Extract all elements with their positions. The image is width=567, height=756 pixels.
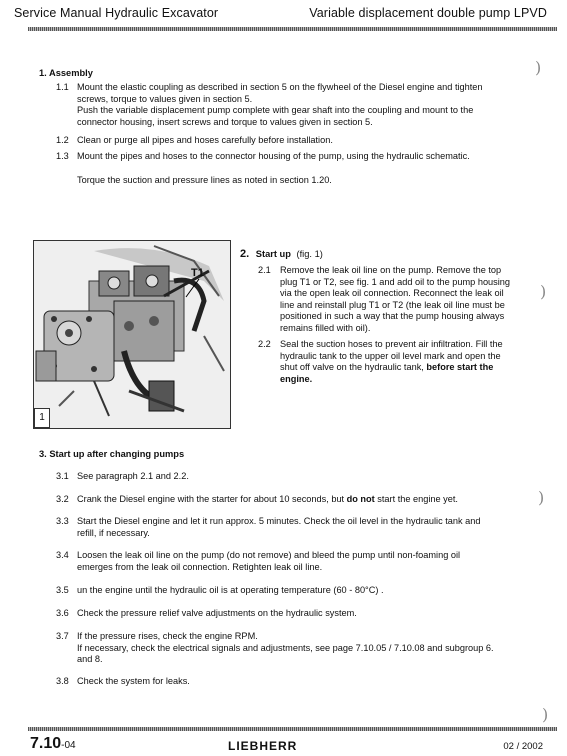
item-3-2-text: Crank the Diesel engine with the starter for about 10 seconds, but do not start the engine yet.	[77, 494, 458, 504]
item-2-1-number: 2.1	[258, 265, 271, 275]
header-right-title: Variable displacement double pump LPVD	[309, 6, 547, 20]
section-1-title: 1. Assembly	[39, 68, 93, 78]
item-3-3-number: 3.3	[56, 516, 69, 526]
margin-bracket-icon: )	[538, 488, 545, 507]
figure-1-pump-photo	[33, 240, 231, 429]
item-3-4-number: 3.4	[56, 550, 69, 560]
item-1-1-text: Mount the elastic coupling as described in section 5 on the flywheel of the Diesel engine and tighten screws, torque to values given in section 5. Push the variable displacement pump complete with gear shaft into the coupling and mount to the connector housing, insert screws and torque to values given in section 5.	[77, 82, 483, 127]
margin-bracket-icon: )	[535, 58, 542, 77]
section-3-title: 3. Start up after changing pumps	[39, 449, 185, 459]
section-1-note: Torque the suction and pressure lines as noted in section 1.20.	[77, 175, 332, 185]
margin-bracket-icon: )	[542, 705, 549, 724]
item-1-1-number: 1.1	[56, 82, 69, 92]
item-3-5-text: un the engine until the hydraulic oil is at operating temperature (60 - 80°C) .	[77, 585, 384, 595]
figure-callout-t1: T1	[191, 267, 204, 279]
footer-rule	[28, 727, 557, 731]
item-3-7-number: 3.7	[56, 631, 69, 641]
figure-number-label: 1	[34, 408, 50, 428]
item-3-6-number: 3.6	[56, 608, 69, 618]
item-3-2-number: 3.2	[56, 494, 69, 504]
margin-bracket-icon: )	[540, 282, 547, 301]
footer-date: 02 / 2002	[503, 741, 543, 752]
item-3-5-number: 3.5	[56, 585, 69, 595]
item-3-8-text: Check the system for leaks.	[77, 676, 190, 686]
item-3-8-number: 3.8	[56, 676, 69, 686]
item-2-1-text: Remove the leak oil line on the pump. Remove the top plug T1 or T2, see fig. 1 and add oil to the pump housing via the open leak oil connection. Reconnect the leak oil line and reinstall plug T1 or T2 (the leak oil line must be positioned in such a way that the pump housing always remains filled with oil).	[280, 265, 511, 333]
header-left-title: Service Manual Hydraulic Excavator	[14, 6, 219, 20]
item-1-3-text: Mount the pipes and hoses to the connector housing of the pump, using the hydraulic schematic.	[77, 151, 470, 161]
item-3-1-text: See paragraph 2.1 and 2.2.	[77, 471, 189, 481]
section-2-title: 2. Start up (fig. 1)	[240, 248, 323, 260]
item-3-4-text: Loosen the leak oil line on the pump (do not remove) and bleed the pump until non-foaming oil emerges from the leak oil connection. Retighten leak oil line.	[77, 550, 461, 572]
header-rule	[28, 27, 557, 31]
item-2-2-text: Seal the suction hoses to prevent air infiltration. Fill the hydraulic tank to the upper oil level mark and open the shut off valve on the hydraulic tank, before start the engine.	[280, 339, 503, 384]
item-2-2-number: 2.2	[258, 339, 271, 349]
item-1-3-number: 1.3	[56, 151, 69, 161]
item-3-3-text: Start the Diesel engine and let it run approx. 5 minutes. Check the oil level in the hydraulic tank and refill, if necessary.	[77, 516, 481, 538]
page-number: 7.10-04	[30, 735, 76, 752]
item-3-1-number: 3.1	[56, 471, 69, 481]
item-3-6-text: Check the pressure relief valve adjustments on the hydraulic system.	[77, 608, 357, 618]
item-3-7-text: If the pressure rises, check the engine RPM. If necessary, check the electrical signals and adjustments, see page 7.10.05 / 7.10.08 and subgroup 6. and 8.	[77, 631, 494, 664]
item-1-2-number: 1.2	[56, 135, 69, 145]
item-1-2-text: Clean or purge all pipes and hoses carefully before installation.	[77, 135, 333, 145]
liebherr-logo: LIEBHERR	[228, 739, 298, 753]
